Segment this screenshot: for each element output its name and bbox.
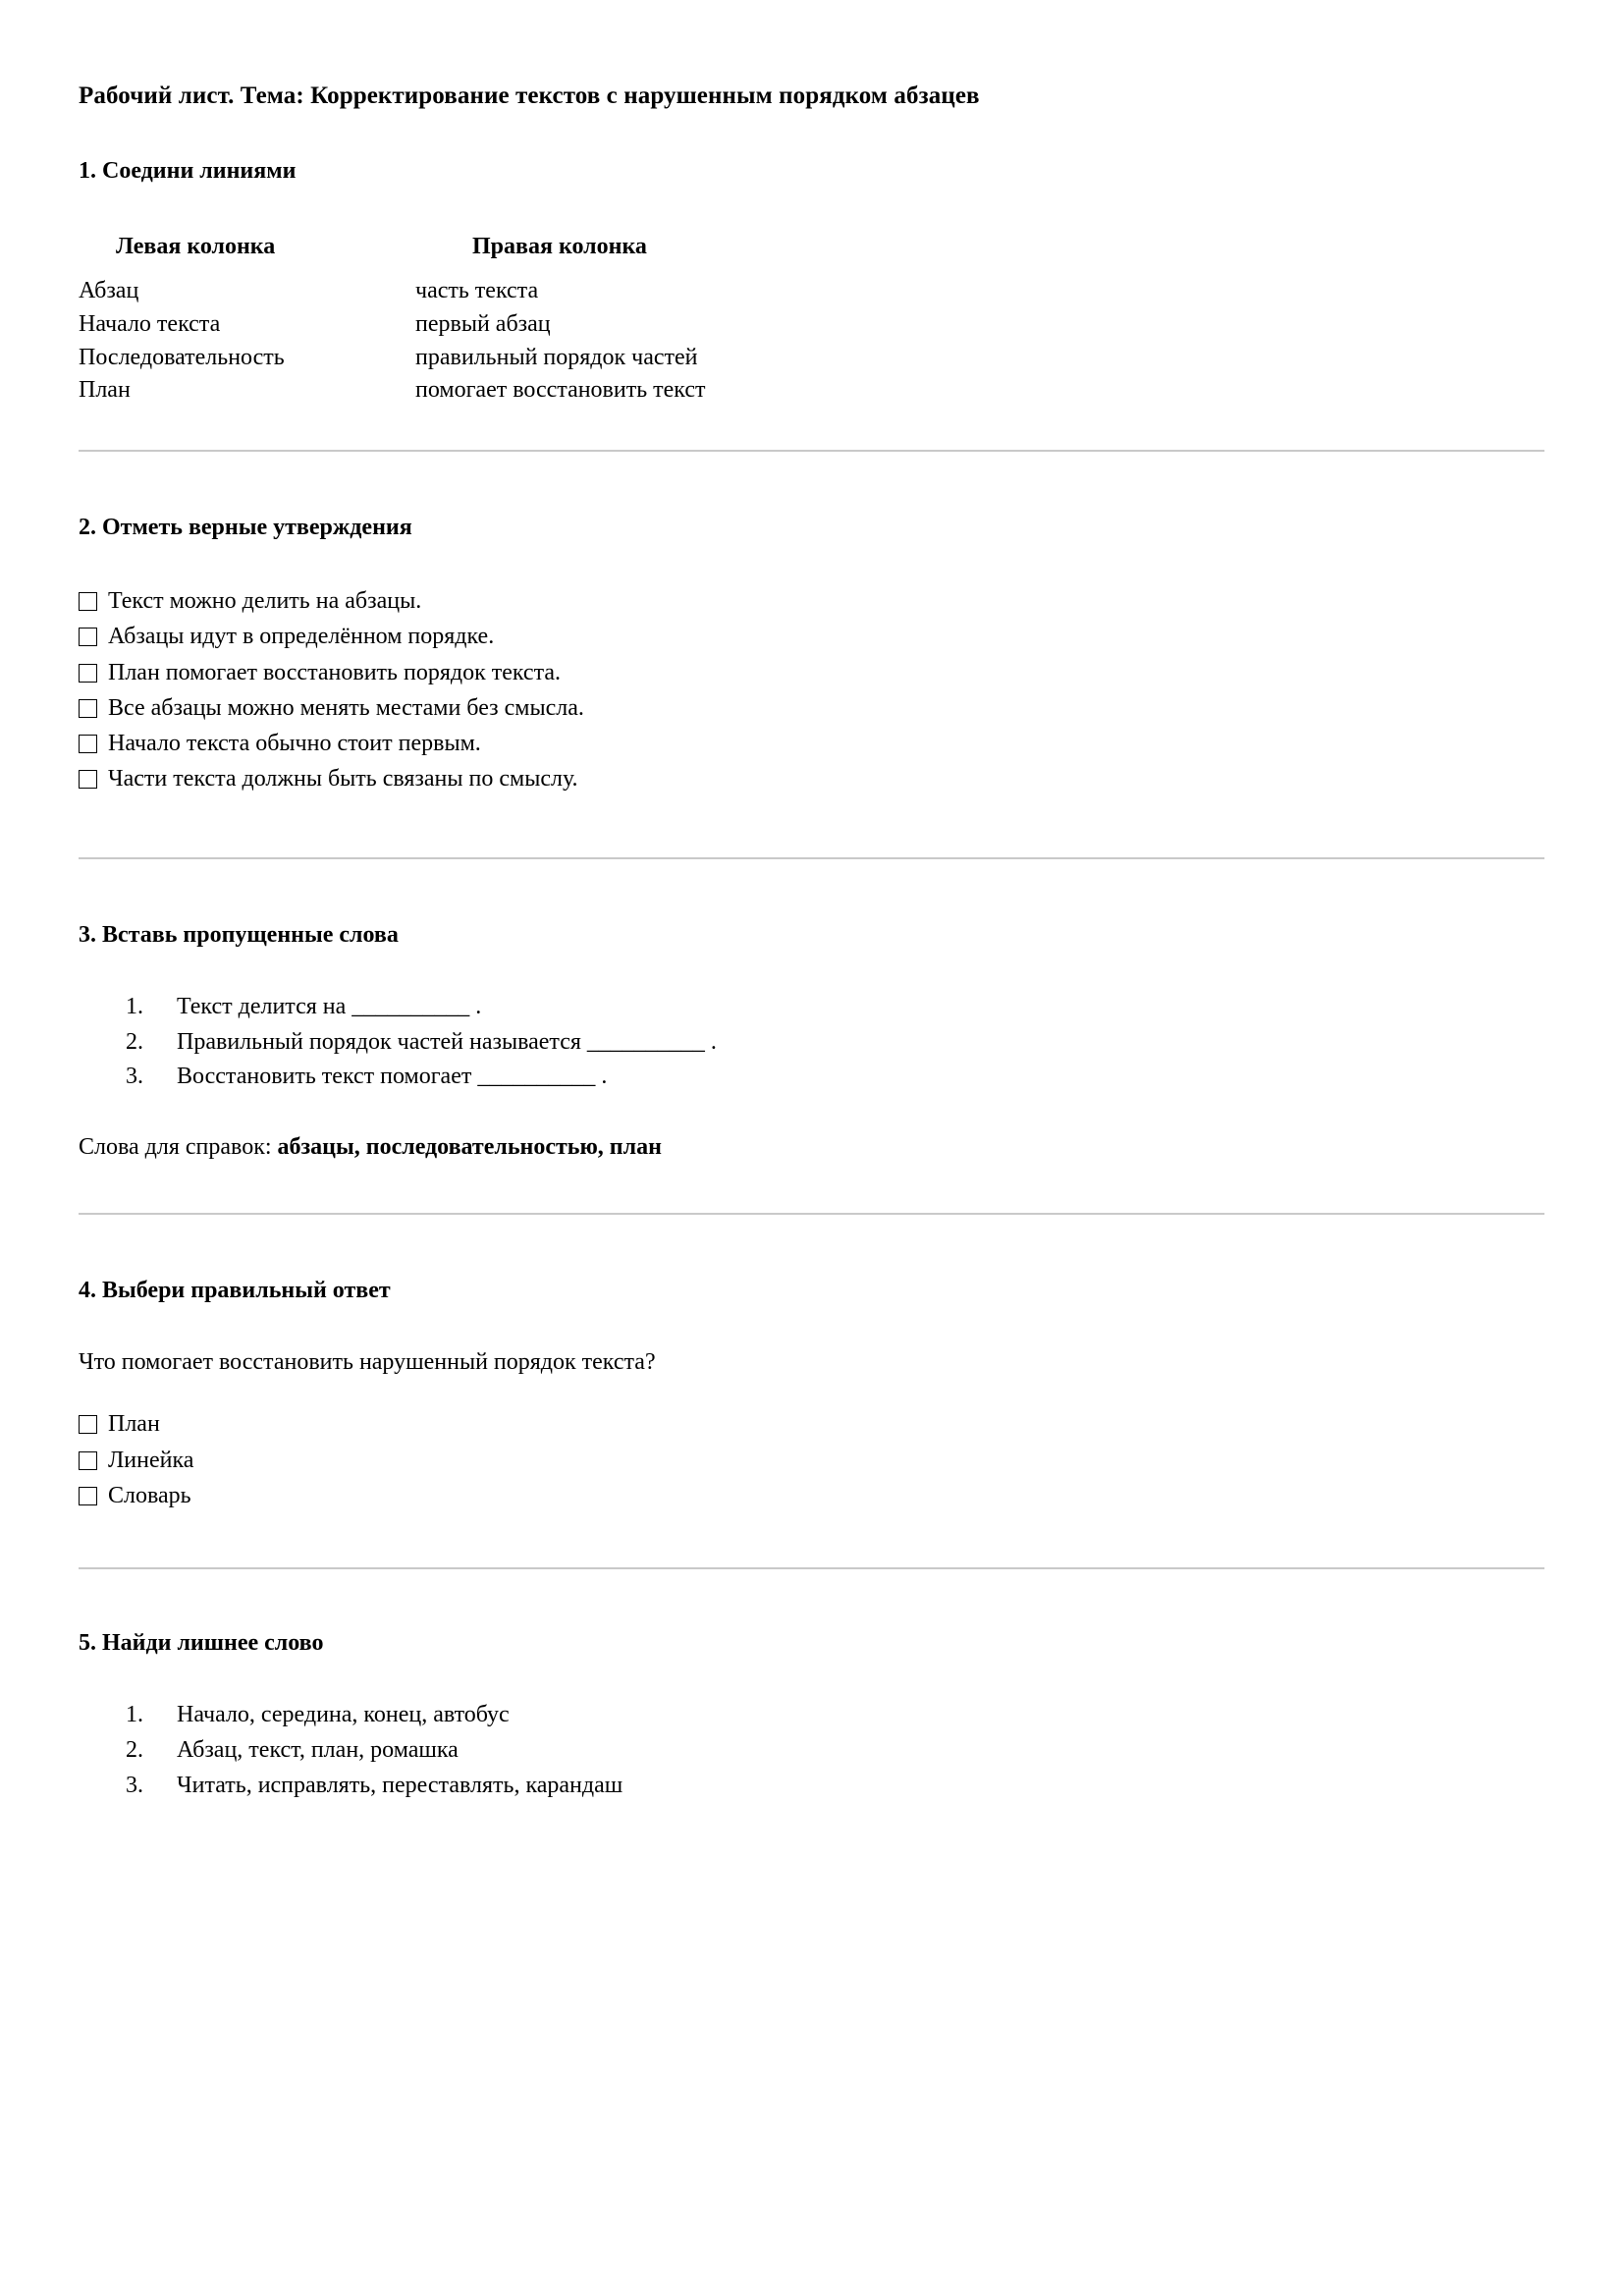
fill-blank-sentence[interactable]: Восстановить текст помогает __________ . <box>177 1064 608 1090</box>
task2-statement-list <box>79 586 1544 793</box>
match-left-item[interactable]: Последовательность <box>79 344 285 370</box>
list-item[interactable] <box>79 992 1544 1023</box>
checkbox-icon[interactable] <box>79 770 97 789</box>
word-series[interactable]: Абзац, текст, план, ромашка <box>177 1736 459 1763</box>
task5-heading: 5. Найди лишнее слово <box>79 1630 324 1657</box>
statement-label: Абзацы идут в определённом порядке. <box>108 624 495 650</box>
checkbox-icon[interactable] <box>79 1487 97 1505</box>
match-right-item[interactable]: часть текста <box>415 278 539 304</box>
task1-heading: 1. Соедини линиями <box>79 157 297 184</box>
word-series[interactable]: Начало, середина, конец, автобус <box>177 1702 510 1728</box>
list-item[interactable] <box>79 622 1544 651</box>
checkbox-icon[interactable] <box>79 735 97 753</box>
item-number: 2. <box>126 1736 143 1763</box>
word-bank-label: Слова для справок: <box>79 1133 278 1160</box>
task4-heading: 4. Выбери правильный ответ <box>79 1277 391 1303</box>
checkbox-icon[interactable] <box>79 1415 97 1434</box>
match-right-item[interactable]: правильный порядок частей <box>415 344 698 370</box>
checkbox-icon[interactable] <box>79 628 97 646</box>
match-left-item[interactable]: Абзац <box>79 278 139 304</box>
match-left-item[interactable]: План <box>79 377 131 404</box>
fill-blank-sentence[interactable]: Текст делится на __________ . <box>177 993 482 1019</box>
fill-blank-sentence[interactable]: Правильный порядок частей называется __________ . <box>177 1028 717 1055</box>
match-right-item[interactable]: первый абзац <box>415 311 551 338</box>
match-left-item[interactable]: Начало текста <box>79 311 221 338</box>
option-label: План <box>108 1411 160 1438</box>
statement-label: План помогает восстановить порядок текста. <box>108 659 562 685</box>
word-series[interactable]: Читать, исправлять, переставлять, карандаш <box>177 1772 623 1798</box>
list-item[interactable] <box>79 1700 1544 1731</box>
table-row[interactable] <box>79 276 706 309</box>
list-item[interactable] <box>79 658 1544 687</box>
checkbox-icon[interactable] <box>79 664 97 683</box>
column-header-right: Правая колонка <box>472 233 647 259</box>
list-item[interactable] <box>79 1771 1544 1802</box>
column-header-left: Левая колонка <box>116 233 276 259</box>
word-bank-words: абзацы, последовательностью, план <box>277 1133 662 1160</box>
list-item[interactable] <box>79 1446 1544 1475</box>
table-row[interactable] <box>79 343 706 376</box>
table-row[interactable] <box>79 375 706 409</box>
item-number: 1. <box>126 1702 143 1728</box>
statement-label: Начало текста обычно стоит первым. <box>108 731 481 757</box>
list-item[interactable] <box>79 1062 1544 1093</box>
task3-fill-blank-list <box>79 992 1544 1093</box>
statement-label: Все абзацы можно менять местами без смысла. <box>108 694 584 721</box>
list-item[interactable] <box>79 1735 1544 1767</box>
matching-table <box>79 232 706 409</box>
task5-odd-one-out-list <box>79 1700 1544 1801</box>
table-header-row <box>79 232 706 277</box>
word-bank <box>79 1132 1544 1164</box>
item-number: 2. <box>126 1028 143 1055</box>
item-number: 1. <box>126 993 143 1019</box>
page-title: Рабочий лист. Тема: Корректирование текстов с нарушенным порядком абзацев <box>79 82 980 109</box>
checkbox-icon[interactable] <box>79 699 97 718</box>
list-item[interactable] <box>79 1409 1544 1439</box>
checkbox-icon[interactable] <box>79 592 97 611</box>
list-item[interactable] <box>79 1481 1544 1510</box>
option-label: Словарь <box>108 1482 191 1508</box>
table-row[interactable] <box>79 309 706 343</box>
item-number: 3. <box>126 1772 143 1798</box>
statement-label: Части текста должны быть связаны по смыслу. <box>108 766 578 793</box>
list-item[interactable] <box>79 586 1544 616</box>
match-right-item[interactable]: помогает восстановить текст <box>415 377 706 404</box>
checkbox-icon[interactable] <box>79 1451 97 1470</box>
item-number: 3. <box>126 1064 143 1090</box>
task4-question: Что помогает восстановить нарушенный порядок текста? <box>79 1348 656 1375</box>
list-item[interactable] <box>79 693 1544 723</box>
option-label: Линейка <box>108 1447 194 1473</box>
list-item[interactable] <box>79 764 1544 793</box>
list-item[interactable] <box>79 1027 1544 1059</box>
list-item[interactable] <box>79 729 1544 758</box>
task4-option-list <box>79 1409 1544 1510</box>
statement-label: Текст можно делить на абзацы. <box>108 588 422 615</box>
task2-heading: 2. Отметь верные утверждения <box>79 515 412 541</box>
task3-heading: 3. Вставь пропущенные слова <box>79 921 399 948</box>
